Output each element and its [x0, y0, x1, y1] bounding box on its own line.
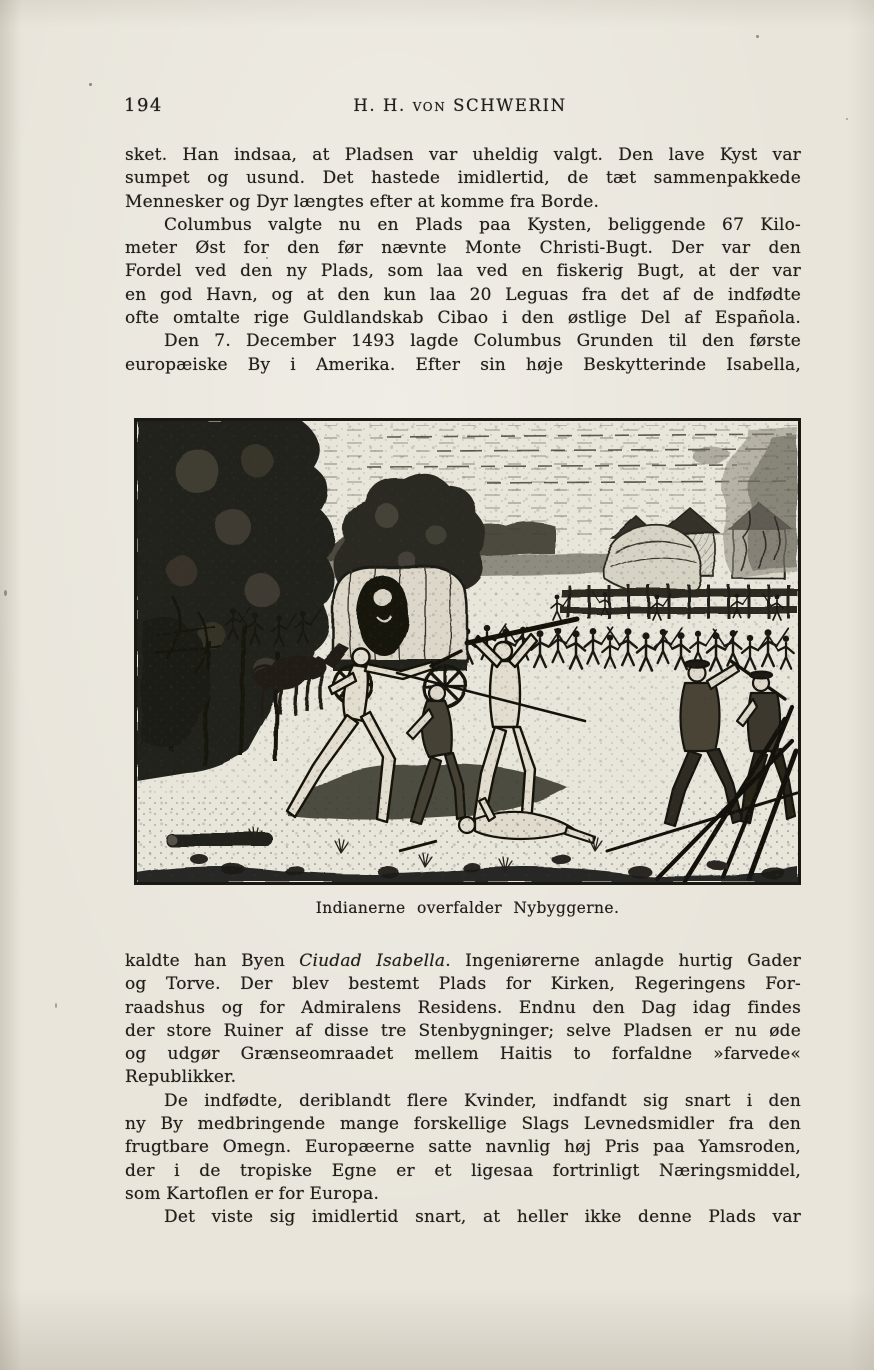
figure-caption: Indianerne overfalder Nybyggerne. [315, 899, 620, 917]
text-line: raadshus og for Admiralens Residens. Endnu den Dag idag findes [125, 997, 801, 1018]
text-line: kaldte han Byen Ciudad Isabella. Ingeniørerne anlagde hurtig Gader [125, 951, 801, 971]
text-line: der i de tropiske Egne er et ligesaa fortrinligt Næringsmiddel, [125, 1160, 801, 1181]
paragraph [125, 214, 801, 330]
text-line: De indfødte, deriblandt flere Kvinder, indfandt sig snart i den [164, 1090, 801, 1111]
text-line: Columbus valgte nu en Plads paa Kysten, beliggende 67 Kilo- [164, 214, 801, 235]
text-line: ny By medbringende mange forskellige Slags Levnedsmidler fra den [125, 1114, 801, 1135]
text-line: sumpet og usund. Det hastede imidlertid, de tæt sammenpakkede [125, 168, 801, 189]
text-line: ofte omtalte rige Guldlandskab Cibao i den østlige Del af Española. [125, 308, 801, 329]
paragraph [125, 1206, 801, 1229]
text-line: og udgør Grænseomraadet mellem Haitis to forfaldne »farvede« [125, 1044, 801, 1065]
battle-engraving-illustration [137, 421, 798, 882]
text-line: europæiske By i Amerika. Efter sin høje Beskytterinde Isabella, [125, 354, 801, 375]
text-line: Fordel ved den ny Plads, som laa ved en fiskerig Bugt, at der var [125, 261, 801, 282]
paragraph [125, 1090, 801, 1206]
paragraph [125, 330, 801, 377]
text-line: en god Havn, og at den kun laa 20 Leguas fra det af de indfødte [125, 284, 801, 305]
running-header: H. H. von SCHWERIN [353, 96, 567, 115]
text-line: meter Øst for den før nævnte Monte Christi-Bugt. Der var den [125, 238, 801, 259]
text-line: Mennesker og Dyr længtes efter at komme fra Borde. [125, 191, 600, 212]
text-line: Den 7. December 1493 lagde Columbus Grunden til den første [164, 331, 801, 352]
page-number: 194 [124, 95, 163, 116]
paragraph [125, 950, 801, 1090]
paragraph [125, 144, 801, 214]
text-line: Det viste sig imidlertid snart, at heller ikke denne Plads var [164, 1207, 801, 1228]
text-line: som Kartoflen er for Europa. [125, 1183, 380, 1204]
text-block-bottom [125, 950, 801, 1230]
text-line: frugtbare Omegn. Europæerne satte navnlig høj Pris paa Yamsroden, [125, 1137, 801, 1158]
text-line: der store Ruiner af disse tre Stenbygninger; selve Pladsen er nu øde [125, 1020, 801, 1041]
text-block-top [125, 144, 801, 377]
text-line: Republikker. [125, 1067, 237, 1088]
text-line: sket. Han indsaa, at Pladsen var uheldig valgt. Den lave Kyst var [125, 145, 801, 165]
text-line: og Torve. Der blev bestemt Plads for Kirken, Regeringens For- [125, 974, 801, 995]
figure-engraving [134, 418, 801, 885]
